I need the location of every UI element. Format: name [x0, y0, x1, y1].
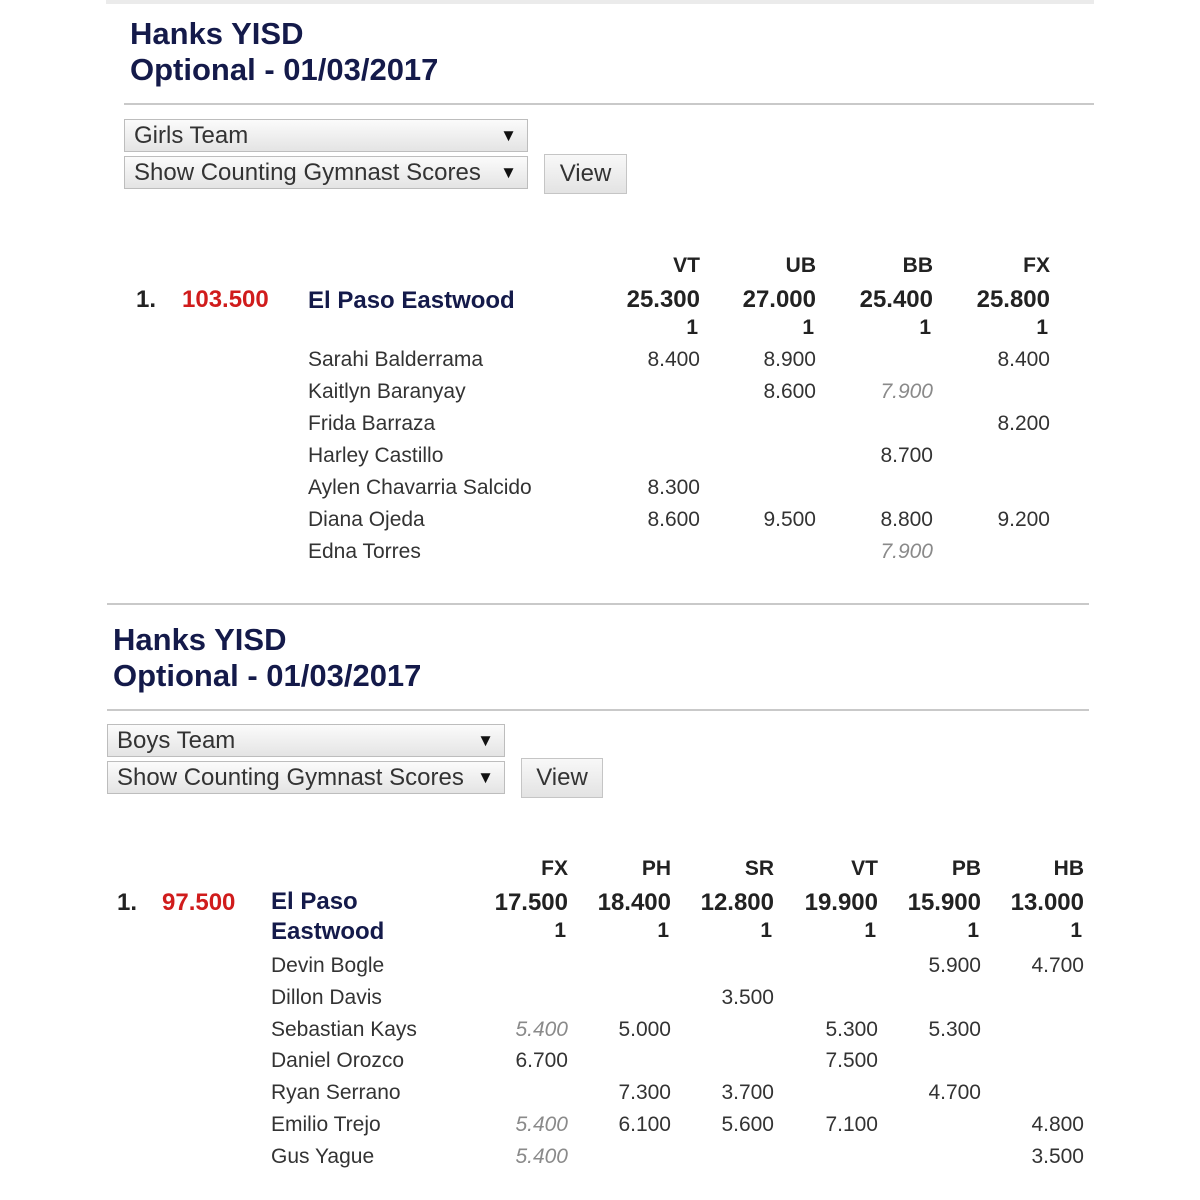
gymnast-score: 7.100 [825, 1113, 878, 1136]
team-event-score: 13.000 [1010, 889, 1084, 916]
team-event-rank: 1 [864, 919, 876, 942]
gymnast-name[interactable]: Kaitlyn Baranyay [308, 380, 466, 403]
gymnast-name[interactable]: Daniel Orozco [271, 1049, 405, 1072]
gymnast-score: 8.400 [647, 348, 700, 371]
team-select[interactable] [107, 724, 505, 757]
view-button[interactable]: View [544, 154, 627, 194]
team-name-link[interactable] [271, 887, 384, 947]
gymnast-score: 8.200 [997, 412, 1050, 435]
gymnast-name[interactable]: Gus Yague [271, 1145, 375, 1168]
gymnast-score: 7.300 [618, 1081, 671, 1104]
gymnast-score: 5.900 [928, 954, 981, 977]
team-event-rank: 1 [760, 919, 772, 942]
gymnast-score: 5.300 [825, 1018, 878, 1041]
team-total-score: 97.500 [162, 889, 236, 916]
gymnast-score-dropped: 5.400 [515, 1113, 568, 1136]
dropdown-arrow-icon: ▼ [500, 163, 517, 182]
team-event-score: 12.800 [700, 889, 774, 916]
gymnast-name[interactable]: Frida Barraza [308, 412, 436, 435]
team-event-score: 19.900 [804, 889, 878, 916]
header-divider [107, 709, 1089, 711]
event-header-fx: FX [1023, 254, 1050, 277]
team-event-score: 25.300 [626, 286, 700, 313]
event-header-vt: VT [673, 254, 700, 277]
team-event-score: 17.500 [494, 889, 568, 916]
gymnast-score: 6.100 [618, 1113, 671, 1136]
gymnast-score: 8.300 [647, 476, 700, 499]
meet-session: Optional - 01/03/2017 [113, 658, 422, 693]
team-event-rank: 1 [919, 316, 931, 339]
girls-meet-header [130, 16, 438, 88]
gymnast-score: 5.600 [721, 1113, 774, 1136]
gymnast-name[interactable]: Edna Torres [308, 540, 421, 563]
team-event-score: 25.400 [859, 286, 933, 313]
gymnast-name[interactable]: Harley Castillo [308, 444, 444, 467]
gymnast-score: 3.700 [721, 1081, 774, 1104]
team-select-value: Girls Team [134, 122, 249, 149]
section-divider [107, 603, 1089, 605]
gymnast-score-dropped: 5.400 [515, 1145, 568, 1168]
event-header-sr: SR [744, 857, 774, 880]
event-header-hb: HB [1053, 857, 1084, 880]
meet-name: Hanks YISD [113, 622, 287, 657]
team-event-rank: 1 [686, 316, 698, 339]
team-event-score: 15.900 [907, 889, 981, 916]
event-header-ub: UB [785, 254, 816, 277]
team-event-rank: 1 [802, 316, 814, 339]
team-name-link[interactable]: El Paso Eastwood [308, 287, 515, 314]
dropdown-arrow-icon: ▼ [477, 731, 494, 750]
dropdown-arrow-icon: ▼ [477, 768, 494, 787]
team-name-line: El Paso [271, 888, 358, 915]
gymnast-score: 4.700 [928, 1081, 981, 1104]
gymnast-score: 9.500 [763, 508, 816, 531]
gymnast-name[interactable]: Dillon Davis [271, 986, 382, 1009]
gymnast-score: 3.500 [1031, 1145, 1084, 1168]
gymnast-score: 7.500 [825, 1049, 878, 1072]
event-header-bb: BB [902, 254, 933, 277]
gymnast-score: 5.300 [928, 1018, 981, 1041]
event-header-vt: VT [851, 857, 878, 880]
gymnast-score: 8.700 [880, 444, 933, 467]
view-button[interactable]: View [521, 758, 603, 798]
event-header-fx: FX [541, 857, 568, 880]
gymnast-score: 8.900 [763, 348, 816, 371]
gymnast-score: 8.600 [647, 508, 700, 531]
team-event-rank: 1 [1070, 919, 1082, 942]
team-place: 1. [136, 286, 157, 313]
team-select[interactable] [124, 119, 528, 152]
meet-session: Optional - 01/03/2017 [130, 52, 439, 87]
gymnast-name[interactable]: Diana Ojeda [308, 508, 425, 531]
gymnast-score: 3.500 [721, 986, 774, 1009]
team-name-line: Eastwood [271, 918, 385, 945]
top-divider [106, 0, 1094, 4]
meet-name: Hanks YISD [130, 16, 304, 51]
gymnast-name[interactable]: Devin Bogle [271, 954, 385, 977]
scores-select-value: Show Counting Gymnast Scores [117, 764, 464, 791]
scores-select[interactable] [107, 761, 505, 794]
gymnast-score-dropped: 5.400 [515, 1018, 568, 1041]
team-event-rank: 1 [967, 919, 979, 942]
team-event-score: 18.400 [597, 889, 671, 916]
team-event-rank: 1 [1036, 316, 1048, 339]
gymnast-name[interactable]: Sebastian Kays [271, 1018, 417, 1041]
gymnast-name[interactable]: Emilio Trejo [271, 1113, 381, 1136]
scores-select[interactable] [124, 156, 528, 189]
gymnast-score: 6.700 [515, 1049, 568, 1072]
event-header-ph: PH [641, 857, 671, 880]
gymnast-name[interactable]: Ryan Serrano [271, 1081, 401, 1104]
gymnast-score: 4.700 [1031, 954, 1084, 977]
team-event-score: 27.000 [742, 286, 816, 313]
team-event-rank: 1 [657, 919, 669, 942]
team-event-rank: 1 [554, 919, 566, 942]
event-header-pb: PB [951, 857, 981, 880]
header-divider [124, 103, 1094, 105]
team-event-score: 25.800 [976, 286, 1050, 313]
boys-meet-header [113, 622, 421, 694]
gymnast-score: 8.600 [763, 380, 816, 403]
gymnast-score: 8.400 [997, 348, 1050, 371]
gymnast-name[interactable]: Aylen Chavarria Salcido [308, 476, 532, 499]
gymnast-score: 9.200 [997, 508, 1050, 531]
team-place: 1. [117, 889, 138, 916]
team-select-value: Boys Team [117, 727, 236, 754]
gymnast-score-dropped: 7.900 [880, 380, 933, 403]
gymnast-score: 5.000 [618, 1018, 671, 1041]
team-total-score: 103.500 [182, 286, 269, 313]
gymnast-name[interactable]: Sarahi Balderrama [308, 348, 484, 371]
gymnast-score: 8.800 [880, 508, 933, 531]
gymnast-score: 4.800 [1031, 1113, 1084, 1136]
dropdown-arrow-icon: ▼ [500, 126, 517, 145]
gymnast-score-dropped: 7.900 [880, 540, 933, 563]
scores-select-value: Show Counting Gymnast Scores [134, 159, 481, 186]
